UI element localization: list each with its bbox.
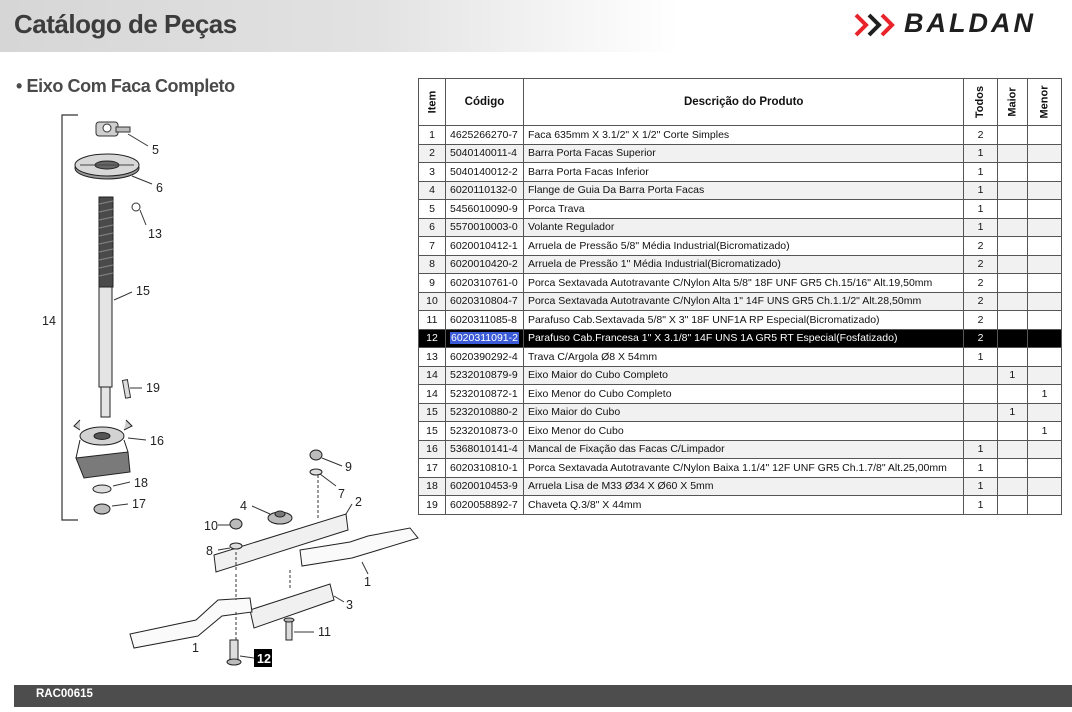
item-number-cell: 19 — [419, 496, 446, 515]
product-code-cell — [446, 163, 524, 182]
table-row[interactable] — [419, 329, 1062, 348]
product-code: 5040140012-2 — [450, 165, 518, 178]
item-number-cell: 6 — [419, 218, 446, 237]
table-row[interactable] — [419, 403, 1062, 422]
product-code-cell — [446, 144, 524, 163]
product-code: 5232010872-1 — [450, 387, 518, 400]
table-row[interactable] — [419, 348, 1062, 367]
product-code: 5570010003-0 — [450, 221, 518, 234]
table-row[interactable] — [419, 181, 1062, 200]
table-row[interactable] — [419, 163, 1062, 182]
section-title: • Eixo Com Faca Completo — [16, 76, 235, 96]
product-code-cell — [446, 366, 524, 385]
qty-todos-cell: 1 — [964, 181, 997, 200]
product-code-cell — [446, 348, 524, 367]
header-bar — [0, 0, 680, 52]
table-row[interactable] — [419, 255, 1062, 274]
qty-maior-cell — [997, 459, 1027, 478]
qty-maior-cell — [997, 255, 1027, 274]
product-code-cell — [446, 385, 524, 404]
description-cell: Porca Sextavada Autotravante C/Nylon Alta 1" 14F UNS GR5 Ch.1.1/2" Alt.28,50mm — [523, 292, 964, 311]
item-number-cell: 13 — [419, 348, 446, 367]
part-guide-flange — [268, 511, 292, 524]
callout-label: 5 — [152, 143, 159, 157]
qty-todos-cell: 1 — [964, 218, 997, 237]
table-row[interactable] — [419, 440, 1062, 459]
product-code-cell — [446, 403, 524, 422]
product-code-cell — [446, 255, 524, 274]
qty-menor-cell — [1028, 329, 1062, 348]
qty-menor-cell — [1028, 237, 1062, 256]
catalog-code: RAC00615 — [36, 688, 93, 700]
column-header-menor: Menor — [1028, 79, 1062, 126]
description-cell: Arruela de Pressão 1" Média Industrial(Bicromatizado) — [523, 255, 964, 274]
qty-menor-cell: 1 — [1028, 385, 1062, 404]
qty-menor-cell — [1028, 274, 1062, 293]
item-number-cell: 5 — [419, 200, 446, 219]
product-code: 6020010412-1 — [450, 239, 518, 252]
item-number-cell: 2 — [419, 144, 446, 163]
column-header-todos: Todos — [964, 79, 997, 126]
table-row[interactable] — [419, 200, 1062, 219]
description-cell: Eixo Menor do Cubo Completo — [523, 385, 964, 404]
qty-maior-cell — [997, 144, 1027, 163]
table-row[interactable] — [419, 292, 1062, 311]
column-header-maior: Maior — [997, 79, 1027, 126]
callout-label: 4 — [240, 499, 247, 513]
qty-todos-cell: 1 — [964, 144, 997, 163]
qty-menor-cell — [1028, 366, 1062, 385]
product-code-cell — [446, 311, 524, 330]
qty-todos-cell: 2 — [964, 255, 997, 274]
item-number-cell: 14 — [419, 385, 446, 404]
product-code: 6020110132-0 — [450, 184, 517, 197]
callout-label: 12 — [257, 652, 271, 666]
page-title: Catálogo de Peças — [14, 9, 237, 39]
qty-maior-cell — [997, 348, 1027, 367]
description-cell: Barra Porta Facas Inferior — [523, 163, 964, 182]
description-cell: Parafuso Cab.Sextavada 5/8" X 3" 18F UNF1A RP Especial(Bicromatizado) — [523, 311, 964, 330]
column-header-item: Item — [419, 79, 446, 126]
qty-todos-cell — [964, 422, 997, 441]
product-code: 5040140011-4 — [450, 147, 517, 160]
item-number-cell: 12 — [419, 329, 446, 348]
callout-label: 15 — [136, 284, 150, 298]
parts-table — [418, 78, 1062, 515]
table-row[interactable] — [419, 274, 1062, 293]
table-row[interactable] — [419, 237, 1062, 256]
table-row[interactable] — [419, 459, 1062, 478]
item-number-cell: 11 — [419, 311, 446, 330]
product-code-cell — [446, 274, 524, 293]
table-row[interactable] — [419, 144, 1062, 163]
qty-todos-cell: 1 — [964, 477, 997, 496]
callout-label: 18 — [134, 476, 148, 490]
qty-menor-cell — [1028, 126, 1062, 145]
item-number-cell: 10 — [419, 292, 446, 311]
product-code: 6020058892-7 — [450, 498, 518, 511]
item-number-cell: 4 — [419, 181, 446, 200]
product-code: 6020310804-7 — [450, 295, 518, 308]
qty-todos-cell: 2 — [964, 329, 997, 348]
qty-todos-cell: 2 — [964, 292, 997, 311]
qty-menor-cell — [1028, 348, 1062, 367]
callout-label: 13 — [148, 227, 162, 241]
callout-label: 10 — [204, 519, 218, 533]
qty-menor-cell — [1028, 292, 1062, 311]
table-header-row — [419, 79, 1062, 126]
product-code: 5232010880-2 — [450, 406, 518, 419]
product-code: 5456010090-9 — [450, 202, 518, 215]
product-code-cell — [446, 181, 524, 200]
description-cell: Parafuso Cab.Francesa 1" X 3.1/8" 14F UNS 1A GR5 RT Especial(Fosfatizado) — [523, 329, 964, 348]
item-number-cell: 18 — [419, 477, 446, 496]
part-nut-top — [310, 450, 322, 475]
qty-todos-cell — [964, 366, 997, 385]
product-code: 5232010879-9 — [450, 369, 518, 382]
exploded-parts-diagram — [0, 100, 420, 685]
product-code-cell — [446, 422, 524, 441]
callout-label: 8 — [206, 544, 213, 558]
description-cell: Volante Regulador — [523, 218, 964, 237]
product-code: 6020310761-0 — [450, 276, 518, 289]
qty-maior-cell — [997, 385, 1027, 404]
qty-todos-cell — [964, 403, 997, 422]
description-cell: Porca Sextavada Autotravante C/Nylon Alta 5/8" 18F UNF GR5 Ch.15/16" Alt.19,50mm — [523, 274, 964, 293]
item-number-cell: 7 — [419, 237, 446, 256]
description-cell: Eixo Menor do Cubo — [523, 422, 964, 441]
callout-label: 2 — [355, 495, 362, 509]
product-code: 5368010141-4 — [450, 443, 518, 456]
item-number-cell: 17 — [419, 459, 446, 478]
column-header-description: Descrição do Produto — [523, 79, 964, 126]
qty-todos-cell: 1 — [964, 459, 997, 478]
qty-todos-cell: 1 — [964, 496, 997, 515]
table-row[interactable] — [419, 311, 1062, 330]
qty-todos-cell: 1 — [964, 440, 997, 459]
product-code-cell — [446, 496, 524, 515]
product-code: 6020010453-9 — [450, 480, 518, 493]
qty-menor-cell — [1028, 255, 1062, 274]
product-code-cell — [446, 200, 524, 219]
table-row[interactable] — [419, 385, 1062, 404]
qty-menor-cell — [1028, 440, 1062, 459]
product-code-cell — [446, 440, 524, 459]
callout-label: 1 — [192, 641, 199, 655]
part-shaft — [99, 197, 113, 417]
product-code-cell — [446, 218, 524, 237]
table-row[interactable] — [419, 366, 1062, 385]
table-row[interactable] — [419, 422, 1062, 441]
qty-maior-cell — [997, 237, 1027, 256]
brand-name: BALDAN — [904, 8, 1036, 38]
product-code-cell — [446, 292, 524, 311]
product-code-cell — [446, 329, 524, 348]
product-code: 6020311085-8 — [450, 313, 517, 326]
qty-menor-cell — [1028, 311, 1062, 330]
qty-maior-cell — [997, 440, 1027, 459]
qty-menor-cell — [1028, 163, 1062, 182]
qty-menor-cell — [1028, 200, 1062, 219]
qty-menor-cell — [1028, 218, 1062, 237]
product-code: 6020310810-1 — [450, 461, 518, 474]
description-cell: Barra Porta Facas Superior — [523, 144, 964, 163]
qty-maior-cell — [997, 292, 1027, 311]
qty-todos-cell: 2 — [964, 126, 997, 145]
callout-label: 3 — [346, 598, 353, 612]
qty-maior-cell — [997, 126, 1027, 145]
table-row[interactable] — [419, 496, 1062, 515]
qty-maior-cell — [997, 496, 1027, 515]
qty-maior-cell: 1 — [997, 403, 1027, 422]
description-cell: Arruela de Pressão 5/8" Média Industrial(Bicromatizado) — [523, 237, 964, 256]
qty-menor-cell: 1 — [1028, 422, 1062, 441]
qty-menor-cell — [1028, 496, 1062, 515]
qty-maior-cell — [997, 477, 1027, 496]
description-cell: Trava C/Argola Ø8 X 54mm — [523, 348, 964, 367]
qty-maior-cell — [997, 329, 1027, 348]
callout-label: 11 — [318, 625, 331, 639]
description-cell: Mancal de Fixação das Facas C/Limpador — [523, 440, 964, 459]
item-number-cell: 15 — [419, 403, 446, 422]
callout-label: 1 — [364, 575, 371, 589]
callout-label: 17 — [132, 497, 146, 511]
item-number-cell: 3 — [419, 163, 446, 182]
qty-todos-cell: 2 — [964, 237, 997, 256]
part-bearing-housing — [74, 420, 132, 478]
item-number-cell: 15 — [419, 422, 446, 441]
callout-label: 19 — [146, 381, 160, 395]
description-cell: Porca Trava — [523, 200, 964, 219]
brand-chevron-icon — [852, 8, 902, 42]
item-number-cell: 16 — [419, 440, 446, 459]
product-code: 4625266270-7 — [450, 128, 518, 141]
product-code: 6020010420-2 — [450, 258, 518, 271]
brand-logo — [852, 8, 1067, 42]
column-header-code: Código — [446, 79, 524, 126]
description-cell: Porca Sextavada Autotravante C/Nylon Baixa 1.1/4" 12F UNF GR5 Ch.1.7/8" Alt.25,00mm — [523, 459, 964, 478]
product-code-cell — [446, 477, 524, 496]
callout-label: 9 — [345, 460, 352, 474]
table-row[interactable] — [419, 477, 1062, 496]
qty-maior-cell — [997, 218, 1027, 237]
qty-todos-cell: 1 — [964, 163, 997, 182]
description-cell: Eixo Maior do Cubo Completo — [523, 366, 964, 385]
qty-maior-cell — [997, 200, 1027, 219]
qty-maior-cell — [997, 163, 1027, 182]
callout-label: 7 — [338, 487, 345, 501]
item-number-cell: 9 — [419, 274, 446, 293]
qty-maior-cell — [997, 274, 1027, 293]
qty-maior-cell: 1 — [997, 366, 1027, 385]
callout-label: 6 — [156, 181, 163, 195]
qty-maior-cell — [997, 311, 1027, 330]
part-lock-nut — [96, 122, 130, 136]
description-cell: Chaveta Q.3/8" X 44mm — [523, 496, 964, 515]
qty-todos-cell: 2 — [964, 311, 997, 330]
qty-todos-cell: 1 — [964, 348, 997, 367]
table-row[interactable] — [419, 126, 1062, 145]
product-code-cell — [446, 237, 524, 256]
product-code-cell — [446, 459, 524, 478]
part-handwheel — [75, 154, 139, 179]
item-number-cell: 14 — [419, 366, 446, 385]
callout-label: 14 — [42, 314, 56, 328]
qty-maior-cell — [997, 181, 1027, 200]
item-number-cell: 8 — [419, 255, 446, 274]
callout-label: 16 — [150, 434, 164, 448]
product-code: 6020311091-2 — [451, 332, 518, 345]
description-cell: Arruela Lisa de M33 Ø34 X Ø60 X 5mm — [523, 477, 964, 496]
description-cell: Faca 635mm X 3.1/2" X 1/2" Corte Simples — [523, 126, 964, 145]
qty-menor-cell — [1028, 144, 1062, 163]
footer-bar — [14, 685, 1072, 707]
description-cell: Flange de Guia Da Barra Porta Facas — [523, 181, 964, 200]
qty-menor-cell — [1028, 403, 1062, 422]
product-code-cell — [446, 126, 524, 145]
qty-menor-cell — [1028, 477, 1062, 496]
qty-menor-cell — [1028, 459, 1062, 478]
parts-table-body — [419, 126, 1062, 515]
table-row[interactable] — [419, 218, 1062, 237]
product-code: 5232010873-0 — [450, 424, 518, 437]
description-cell: Eixo Maior do Cubo — [523, 403, 964, 422]
qty-todos-cell: 1 — [964, 200, 997, 219]
qty-maior-cell — [997, 422, 1027, 441]
qty-todos-cell — [964, 385, 997, 404]
product-code: 6020390292-4 — [450, 350, 518, 363]
item-number-cell: 1 — [419, 126, 446, 145]
qty-menor-cell — [1028, 181, 1062, 200]
qty-todos-cell: 2 — [964, 274, 997, 293]
